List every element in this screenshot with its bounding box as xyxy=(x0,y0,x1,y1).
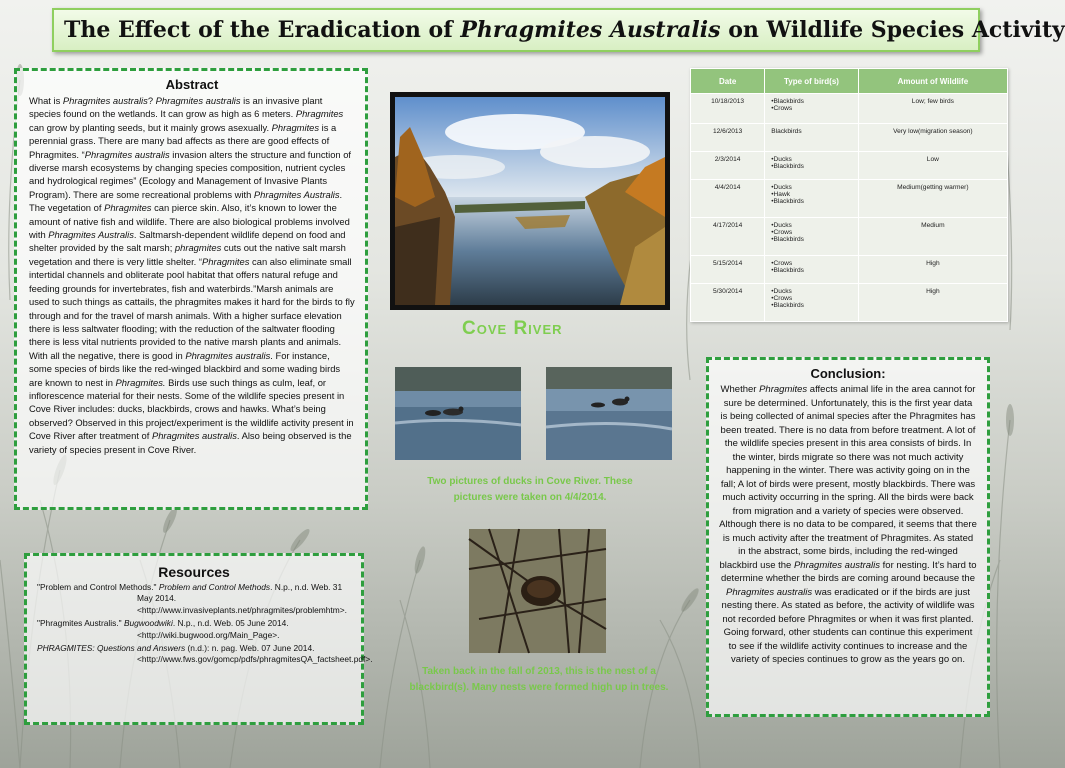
cell-birds xyxy=(765,218,859,256)
abstract-text: What is Phragmites australis? Phragmites australis is an invasive plant species found on the wetlands. It can grow as high as 6 meters. Phragmites can grow by planting seeds, but it mainly grows asexually. Phragmites is a perennial grass. There are many bad affects as there are good effects of Phragmites. “Phragmites australis invasion alters the structure and function of diverse marsh ecosystems by changing species composition, nutrient cycles and hydrological regimes” (Ecology and Management of Invasive Plants Program). There are some recreational problems with Phragmites Australis. The vegetation of Phragmites can pierce skin. Also, it’s known to lower the amount of native fish and wildlife. There are also biological problems involved with Phragmites Australis. Saltmarsh-dependent wildlife depend on food and shelter provided by the salt marsh; phragmites cuts out the native salt marsh vegetation and there is very little shelter. “Phragmites can also eliminate small intertidal channels and obliterate pool habitat that offers natural refuge and feeding grounds for invertebrates, fish and waterbirds.”Marsh animals are used to such things as cattails, the phragmites makes it hard for the birds to fly through and for the travel of marsh animals. With a higher surface elevation there is less saltwater flooding; with the reduction of the saltwater flooding there is less vital nutrients provided to the native marsh plants and animals. With all the negative, there is good in Phragmites australis. For instance, some species of birds like the red-winged blackbird and some wading birds are known to nest in Phragmites. Birds use such things as culm, leaf, or inflorescence material for their nests. Some of the wildlife species present in Cove River includes: ducks, blackbirds, crows and hawks. What’s being observed? Observed in this project/experiment is the wildlife activity present in Cove River after treatment of Phragmites australis. Also being observed is the variety of species present in Cove River. xyxy=(29,95,355,455)
bird-item: •Hawk xyxy=(771,191,791,198)
table-row xyxy=(691,94,1008,124)
table-row xyxy=(691,256,1008,284)
title-prefix: The Effect of the Eradication of xyxy=(64,17,453,43)
conclusion-text: Whether Phragmites affects animal life in the area cannot for sure be determined. Unfortunately, this is the first year data is being collected of animal species after the Phragmites has been treated. There is no data from before treatment. A lot of the wildlife species present in this area consists of birds. In the winter, birds migrate so there was not much activity happening in the winter. There was activity going on in the fall; A lot of birds were present, mostly blackbirds. There was much activity occurring in the spring. All the birds were back from migration and a variety of species were observed. Although there is no data to be compared, it seems that there is much activity after the treatment of Phragmites. As stated in the abstract, some birds, including the red-winged blackbird use the Phragmites australis for nesting. It’s hard to determine whether the birds are coming around because the Phragmites australis was eradicated or if the birds are just nesting there. As stated as before, the activity of wildlife was not recorded before Phragmites or when it was first planted. Going forward, other students can continue this experiment to see if the wildlife activity continues to increase and the variety of species continues to grow as the years go on. xyxy=(719,384,977,665)
cell-amount: Low xyxy=(858,152,1007,180)
cell-amount: Medium xyxy=(858,218,1007,256)
poster-title xyxy=(52,8,1065,52)
reference-item: PHRAGMITES: Questions and Answers (n.d.): n. pag. Web. 07 June 2014. <http://www.fws.gov/gomcp/pdfs/phragmitesQA_factsheet.pdf>. xyxy=(37,643,373,665)
table-row xyxy=(691,284,1008,322)
cell-birds xyxy=(765,94,859,124)
cell-birds xyxy=(765,152,859,180)
bird-item: •Blackbirds xyxy=(771,302,804,309)
table-row xyxy=(691,152,1008,180)
bird-item: Blackbirds xyxy=(771,128,802,135)
cell-date: 4/4/2014 xyxy=(691,180,765,218)
bird-item: •Blackbirds xyxy=(771,198,804,205)
bird-item: •Ducks xyxy=(771,156,792,163)
cove-river-photo xyxy=(390,92,670,310)
cell-amount: Very low(migration season) xyxy=(858,124,1007,152)
reference-item: "Problem and Control Methods." Problem and Control Methods. N.p., n.d. Web. 31 May 2014. <http://www.invasiveplants.net/phragmites/problemhtm>. xyxy=(37,582,347,615)
conclusion-panel xyxy=(706,357,990,717)
reference-item: "Phragmites Australis." Bugwoodwiki. N.p., n.d. Web. 05 June 2014. <http://wiki.bugwood.org/Main_Page>. xyxy=(37,618,289,640)
cell-amount: High xyxy=(858,284,1007,322)
abstract-heading: Abstract xyxy=(165,77,219,92)
cell-date: 10/18/2013 xyxy=(691,94,765,124)
cell-date: 5/15/2014 xyxy=(691,256,765,284)
cove-river-label: Cove River xyxy=(462,318,563,339)
cell-birds xyxy=(765,256,859,284)
bird-item: •Blackbirds xyxy=(771,98,804,105)
ducks-photo-1 xyxy=(395,367,521,460)
blackbird-nest-photo xyxy=(469,529,606,653)
bird-item: •Crows xyxy=(771,105,793,112)
bird-item: •Crows xyxy=(771,260,793,267)
cell-birds xyxy=(765,180,859,218)
cell-date: 12/6/2013 xyxy=(691,124,765,152)
table-header-row xyxy=(691,69,1008,94)
conclusion-heading: Conclusion: xyxy=(810,366,886,381)
table-row xyxy=(691,124,1008,152)
abstract-panel xyxy=(14,68,368,510)
bird-item: •Ducks xyxy=(771,222,792,229)
ducks-caption: Two pictures of ducks in Cove River. These pictures were taken on 4/4/2014. xyxy=(427,476,633,503)
bird-item: •Blackbirds xyxy=(771,267,804,274)
resources-heading: Resources xyxy=(158,564,230,580)
column-header-bird-type: Type of bird(s) xyxy=(765,69,859,94)
cell-date: 2/3/2014 xyxy=(691,152,765,180)
bird-item: •Crows xyxy=(771,295,793,302)
cell-birds xyxy=(765,124,859,152)
cell-date: 4/17/2014 xyxy=(691,218,765,256)
bird-item: •Crows xyxy=(771,229,793,236)
nest-caption: Taken back in the fall of 2013, this is the nest of a blackbird(s). Many nests were formed high up in trees. xyxy=(409,666,669,693)
bird-item: •Blackbirds xyxy=(771,163,804,170)
title-suffix: on Wildlife Species Activity xyxy=(728,17,1065,43)
table-row xyxy=(691,218,1008,256)
cell-birds xyxy=(765,284,859,322)
cell-amount: High xyxy=(858,256,1007,284)
bird-item: •Ducks xyxy=(771,184,792,191)
cell-amount: Medium(getting warmer) xyxy=(858,180,1007,218)
cell-amount: Low; few birds xyxy=(858,94,1007,124)
ducks-photo-2 xyxy=(546,367,672,460)
column-header-date: Date xyxy=(691,69,765,94)
resources-panel xyxy=(24,553,373,725)
bird-item: •Ducks xyxy=(771,288,792,295)
bird-item: •Blackbirds xyxy=(771,236,804,243)
wildlife-data-table xyxy=(690,68,1008,322)
column-header-amount: Amount of Wildlife xyxy=(858,69,1007,94)
table-row xyxy=(691,180,1008,218)
cell-date: 5/30/2014 xyxy=(691,284,765,322)
title-species: Phragmites Australis xyxy=(460,17,721,43)
